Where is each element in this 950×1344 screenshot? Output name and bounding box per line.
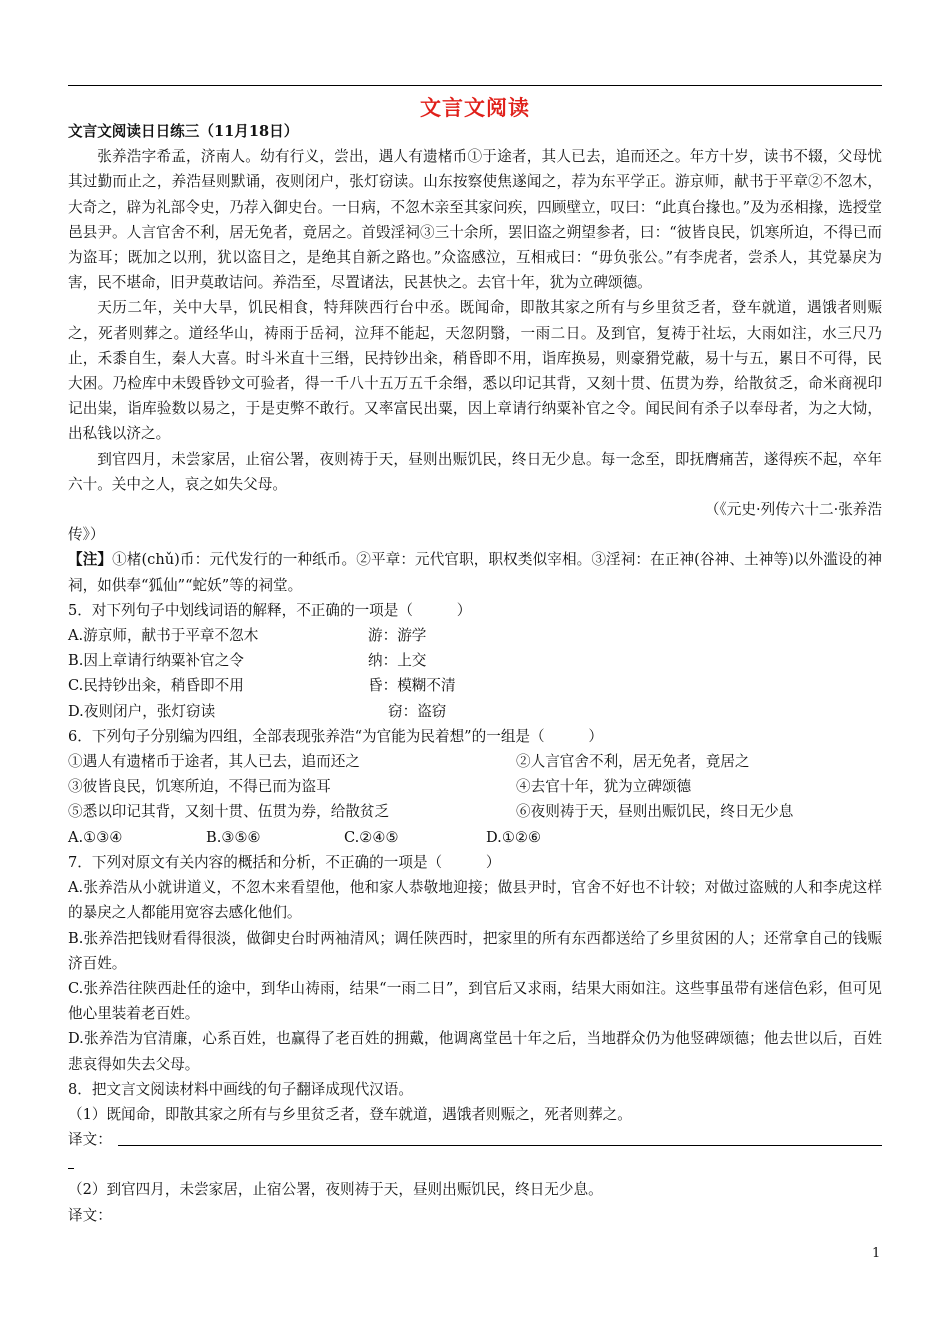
page-title: 文言文阅读 — [420, 95, 530, 120]
q5-option-sentence: D.夜则闭户，张灯窃读 — [68, 702, 216, 720]
q6-item: ⑥夜则祷于天，昼则出赈饥民，终日无少息 — [516, 803, 794, 821]
q6-choice: D.①②⑥ — [486, 828, 542, 846]
q7-stem: 7．下列对原文有关内容的概括和分析，不正确的一项是（ ） — [68, 853, 501, 871]
q5-option-sentence: B.因上章请行纳粟补官之令 — [68, 652, 244, 670]
q8-stem: 8．把文言文阅读材料中画线的句子翻译成现代汉语。 — [68, 1080, 413, 1098]
q8-sentence-1: （1）既闻命，即散其家之所有与乡里贫乏者，登车就道，遇饿者则赈之，死者则葬之。 — [68, 1105, 632, 1123]
q5-option-gloss: 窃：盗窃 — [388, 702, 447, 720]
q5-option-gloss: 纳：上交 — [368, 652, 427, 670]
q5-option-sentence: C.民持钞出籴，稍昏即不用 — [68, 677, 244, 695]
q5-stem: 5．对下列句子中划线词语的解释，不正确的一项是（ ） — [68, 601, 472, 619]
q5-option — [68, 699, 882, 724]
document-body — [68, 119, 882, 1228]
passage-paragraph-1: 张养浩字希孟，济南人。幼有行义，尝出，遇人有遗楮币①于途者，其人已去，追而还之。年方十岁，读书不辍，父母忧其过勤而止之，养浩昼则默诵，夜则闭户，张灯窃读。山东按察使焦遂闻之，荐为东平学正。游京师，献书于平章②不忽木，大奇之，辟为礼部令史，乃荐入御史台。一日病，不忽木亲至其家问疾，四顾壁立，叹曰：“此真台掾也。”及为丞相掾，选授堂邑县尹。人言官舍不利，居无免者，竟居之。首毁淫祠③三十余所，罢旧盗之朔望参者，曰：“彼皆良民，饥寒所迫，不得已而为盗耳；既加之以刑，犹以盗目之，是绝其自新之路也。”众盗感泣，互相戒曰：“毋负张公。”有李虎者，尝杀人，其党暴戾为害，民不堪命，旧尹莫敢诘问。养浩至，尽置诸法，民甚快之。去官十年，犹为立碑颂德。 — [68, 148, 882, 292]
answer-line-tail — [68, 1156, 74, 1169]
q7-option: A.张养浩从小就讲道义，不忽木来看望他，他和家人恭敬地迎接；做县尹时，官舍不好也不计较；对做过盗贼的人和李虎这样的暴戾之人都能用宽容去感化他们。 — [68, 879, 882, 922]
q5-option-gloss: 游：游学 — [368, 627, 427, 645]
q5-option — [68, 623, 882, 648]
q7-option: C.张养浩往陕西赴任的途中，到华山祷雨，结果“一雨二日”，到官后又求雨，结果大雨如注。这些事虽带有迷信色彩，但可见他心里装着老百姓。 — [68, 979, 882, 1023]
q6-item: ③彼皆良民，饥寒所迫，不得已而为盗耳 — [68, 778, 331, 796]
q5-option — [68, 673, 882, 698]
q6-item: ①遇人有遗楮币于途者，其人已去，追而还之 — [68, 753, 360, 771]
q5-option-gloss: 昏：模糊不清 — [368, 677, 456, 695]
q6-item: ⑤悉以印记其背，又刻十贯、伍贯为券，给散贫乏 — [68, 803, 390, 821]
note-text: ①楮(chǔ)币：元代发行的一种纸币。②平章：元代官职，职权类似宰相。③淫祠：在正神(谷神、土神等)以外滥设的神祠，如供奉“狐仙”“蛇妖”等的祠堂。 — [68, 551, 882, 594]
q6-choice: A.①③④ — [68, 828, 123, 846]
q6-choice: C.②④⑤ — [344, 828, 399, 846]
answer-label: 译文： — [68, 1131, 112, 1149]
q6-choices — [68, 825, 882, 850]
page-number: 1 — [872, 1246, 881, 1261]
q8-answer-2[interactable]: 译文： — [68, 1206, 112, 1224]
q5-option-sentence: A.游京师，献书于平章不忽木 — [68, 627, 259, 645]
q8-sentence-2: （2）到官四月，未尝家居，止宿公署，夜则祷于天，昼则出赈饥民，终日无少息。 — [68, 1181, 603, 1199]
answer-line[interactable] — [118, 1129, 882, 1146]
q6-item: ②人言官舍不利，居无免者，竟居之 — [516, 753, 750, 771]
note-label: 【注】 — [68, 551, 113, 569]
q5-option — [68, 648, 882, 673]
q8-answer-1 — [68, 1127, 882, 1152]
passage-paragraph-2: 天历二年，关中大旱，饥民相食，特拜陕西行台中丞。既闻命，即散其家之所有与乡里贫乏者，登车就道，遇饿者则赈之，死者则葬之。道经华山，祷雨于岳祠，泣拜不能起，天忽阴翳，一雨二日。及到官，复祷于社坛，大雨如注，水三尺乃止，禾黍自生，秦人大喜。时斗米直十三缗，民持钞出籴，稍昏即不用，诣库换易，则豪猾党蔽，易十与五，累日不可得，民大困。乃检库中未毁昏钞文可验者，得一千八十五万五千余缗，悉以印记其背，又刻十贯、伍贯为券，给散贫乏，命米商视印记出粜，诣库验数以易之，于是吏弊不敢行。又率富民出粟，因上章请行纳粟补官之令。闻民间有杀子以奉母者，为之大恸，出私钱以济之。 — [68, 299, 882, 443]
header-rule — [68, 85, 882, 86]
source-citation-cont: 传》） — [68, 526, 105, 544]
annotation — [68, 547, 882, 597]
q7-option: B.张养浩把钱财看得很淡，做御史台时两袖清风；调任陕西时，把家里的所有东西都送给了乡里贫困的人；还常拿自己的钱赈济百姓。 — [68, 929, 882, 972]
q6-stem: 6．下列句子分别编为四组，全部表现张养浩“为官能为民着想”的一组是（ ） — [68, 727, 603, 745]
q6-item: ④去官十年，犹为立碑颂德 — [516, 778, 692, 796]
q6-items — [68, 749, 882, 825]
q7-option: D.张养浩为官清廉，心系百姓，也赢得了老百姓的拥戴，他调离堂邑十年之后，当地群众仍为他竖碑颂德；他去世以后，百姓悲哀得如失去父母。 — [68, 1030, 882, 1073]
source-citation: （《元史·列传六十二·张养浩 — [704, 501, 882, 519]
exercise-subtitle: 文言文阅读日日练三（11月18日） — [68, 123, 299, 140]
q6-choice: B.③⑤⑥ — [206, 828, 261, 846]
passage-paragraph-3: 到官四月，未尝家居，止宿公署，夜则祷于天，昼则出赈饥民，终日无少息。每一念至，即抚膺痛苦，遂得疾不起，卒年六十。关中之人，哀之如失父母。 — [68, 450, 882, 493]
answer-line-continuation — [68, 1152, 882, 1177]
